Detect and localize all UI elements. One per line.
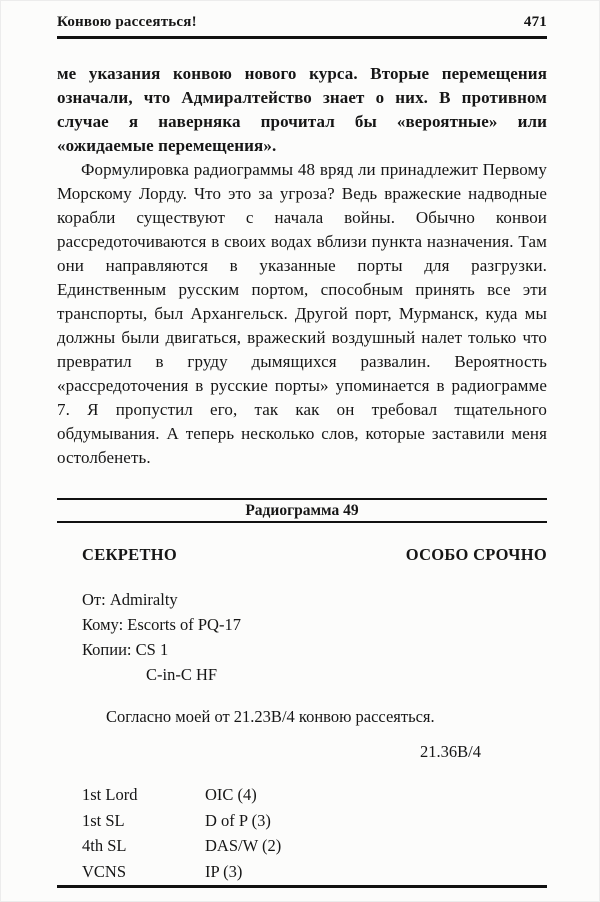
address-block [82, 587, 547, 687]
from-line: От: Admiralty [82, 590, 178, 609]
distribution-recipient: VCNS [82, 861, 127, 881]
distribution-row [82, 833, 547, 859]
classification-label: СЕКРЕТНО [82, 545, 178, 564]
bottom-rule [57, 885, 547, 888]
radiogram-heading: Радиограмма 49 [245, 502, 359, 519]
header-rule [57, 36, 547, 39]
page-header [57, 14, 547, 31]
page-number: 471 [523, 14, 547, 30]
divider-rule-bottom [57, 521, 547, 523]
distribution-code: OIC (4) [205, 785, 257, 804]
paragraph: Формулировка радиограммы 48 вряд ли принадлежит Первому Морскому Лорду. Что это за угроза? Ведь вражеские надводные корабли существуют с начала войны. Обычно конвои рассредоточиваются в своих водах вблизи пункта назначения. Там они направляются в указанные порты для разгрузки. Единственным русским портом, способным принять все эти транспорты, был Архангельск. Другой порт, Мурманск, куда мы должны были двигаться, вражеский воздушный налет только что превратил в груду дымящихся развалин. Вероятность «рассредоточения в русские порты» упоминается в радиограмме 7. Я пропустил его, так как он требовал тщательного обдумывания. А теперь несколько слов, которые заставили меня остолбенеть. [57, 160, 547, 467]
distribution-code: D of P (3) [205, 810, 271, 830]
to-line: Кому: Escorts of PQ-17 [82, 615, 241, 634]
radiogram-message: Согласно моей от 21.23В/4 конвою рассеяться. [106, 707, 435, 726]
radiogram-divider [57, 498, 547, 523]
copies-line: Копии: CS 1 [82, 640, 169, 659]
classification-row [82, 545, 547, 565]
body-text [57, 62, 547, 494]
radiogram-timestamp: 21.36В/4 [420, 742, 481, 761]
distribution-recipient: 1st Lord [82, 785, 138, 804]
distribution-row [82, 782, 547, 808]
chapter-title: Конвою рассеяться! [57, 14, 197, 30]
distribution-list [82, 782, 547, 884]
radiogram-block [57, 545, 547, 884]
distribution-recipient: 1st SL [82, 810, 125, 830]
distribution-code: DAS/W (2) [205, 836, 282, 855]
distribution-recipient: 4th SL [82, 836, 127, 855]
copies-continuation-line: C-in-C HF [146, 665, 218, 684]
paragraph-continuation: ме указания конвою нового курса. Вторые перемещения означали, что Адмиралтейство знает о них. В противном случае я наверняка прочитал бы «вероятные» или «ожидаемые перемещения». [57, 64, 547, 155]
distribution-row [82, 808, 547, 834]
distribution-row [82, 859, 547, 885]
distribution-code: IP (3) [205, 861, 243, 881]
priority-label: ОСОБО СРОЧНО [405, 545, 547, 564]
